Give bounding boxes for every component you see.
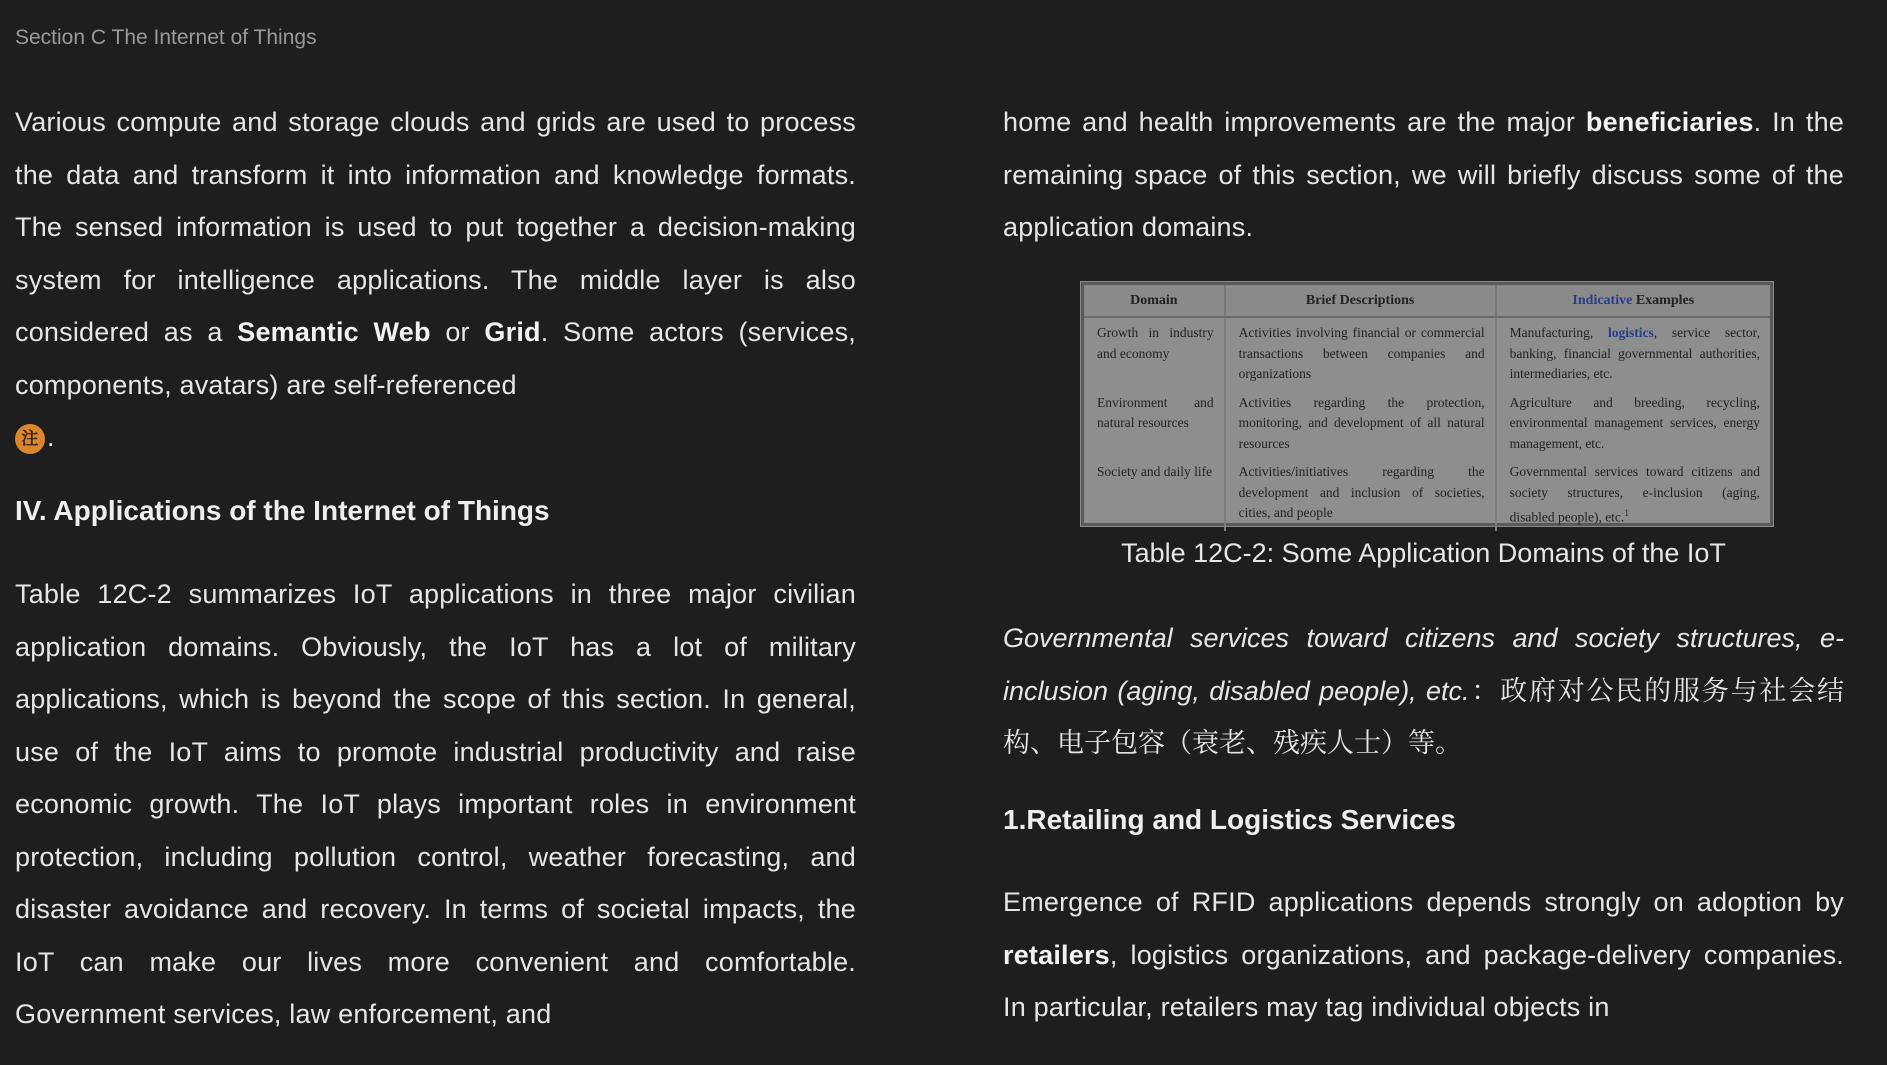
footnote-marker: 1 (1624, 508, 1629, 518)
note-icon[interactable]: 注 (15, 424, 45, 454)
section-heading-applications: IV. Applications of the Internet of Things (15, 495, 550, 526)
term-beneficiaries: beneficiaries (1585, 107, 1754, 137)
table-row (1084, 388, 1770, 458)
cell-domain: Environment and natural resources (1084, 388, 1225, 458)
cell-description: Activities/initiatives regarding the development and inclusion of societies, cities, and people (1225, 457, 1496, 531)
gloss-note (1003, 612, 1844, 770)
text-run: Various compute and storage clouds and grids are used to process the data and transform it into information and knowledge formats. The sensed information is used to put together a decision-making system for intelligence applications. The middle layer is also considered as a (15, 107, 856, 347)
cell-examples: Agriculture and breeding, recycling, environmental management services, energy management, etc. (1509, 394, 1760, 451)
table-row (1084, 457, 1770, 531)
cell-examples (1496, 317, 1770, 388)
text-run: Emergence of RFID applications depends strongly on adoption by (1003, 887, 1844, 917)
table-caption: Table 12C-2: Some Application Domains of the IoT (1121, 538, 1726, 568)
header-examples (1496, 285, 1770, 317)
header-descriptions: Brief Descriptions (1225, 285, 1496, 317)
text-run: Manufacturing, (1509, 325, 1608, 340)
left-paragraph-1 (15, 96, 856, 464)
gloss-english: Governmental services toward citizens and society structures, e-inclusion (aging, disabled people), etc. (1003, 623, 1844, 706)
header-domain: Domain (1084, 285, 1225, 317)
term-retailers: retailers (1003, 939, 1110, 970)
running-head: Section C The Internet of Things (15, 26, 317, 49)
table-row (1084, 317, 1770, 388)
cell-domain: Society and daily life (1084, 457, 1225, 531)
text-run: . In the remaining space of this section, we will briefly discuss some of the application domains. (1003, 107, 1844, 242)
cell-domain: Growth in industry and economy (1084, 317, 1225, 388)
term-semantic-web: Semantic Web (237, 317, 431, 347)
text-run: , logistics organizations, and package-delivery companies. In particular, retailers may tag individual objects in (1003, 939, 1844, 1022)
text-run: or (430, 317, 485, 347)
text-run: Governmental services toward citizens and society structures, e-inclusion (aging, disabled people), etc. (1509, 464, 1760, 525)
section-heading-retailing: 1.Retailing and Logistics Services (1003, 804, 1456, 835)
left-paragraph-2: Table 12C-2 summarizes IoT applications in three major civilian application domains. Obviously, the IoT has a lot of military applications, which is beyond the scope of this section. In general, use of the IoT aims to promote industrial productivity and raise economic growth. The IoT plays important roles in environment protection, including pollution control, weather forecasting, and disaster avoidance and recovery. In terms of societal impacts, the IoT can make our lives more convenient and comfortable. Government services, law enforcement, and (15, 579, 856, 1029)
cell-description: Activities involving financial or commercial transactions between companies and organizations (1225, 317, 1496, 388)
table-image (1081, 282, 1773, 526)
text-run: . Some actors (services, components, avatars) are self-referenced (15, 317, 856, 400)
table-header-row (1084, 285, 1770, 317)
gloss-chinese: ：政府对公民的服务与社会结构、电子包容（衰老、残疾人士）等。 (1003, 675, 1844, 758)
right-paragraph-1 (1003, 96, 1844, 254)
left-column (15, 96, 856, 464)
application-domains-table (1084, 285, 1770, 531)
text-run: home and health improvements are the major (1003, 107, 1586, 137)
cell-examples (1496, 457, 1770, 531)
right-paragraph-2 (1003, 876, 1844, 1034)
cell-description: Activities regarding the protection, monitoring, and development of all natural resources (1225, 388, 1496, 458)
header-examples-text: Examples (1632, 292, 1695, 308)
right-column (1003, 96, 1844, 254)
highlight-logistics: logistics (1607, 325, 1654, 340)
term-grid: Grid (484, 317, 541, 347)
text-run: . (47, 422, 55, 452)
text-run: , service sector, banking, financial governmental authorities, intermediaries, etc. (1509, 325, 1760, 381)
header-highlight: Indicative (1572, 292, 1633, 308)
